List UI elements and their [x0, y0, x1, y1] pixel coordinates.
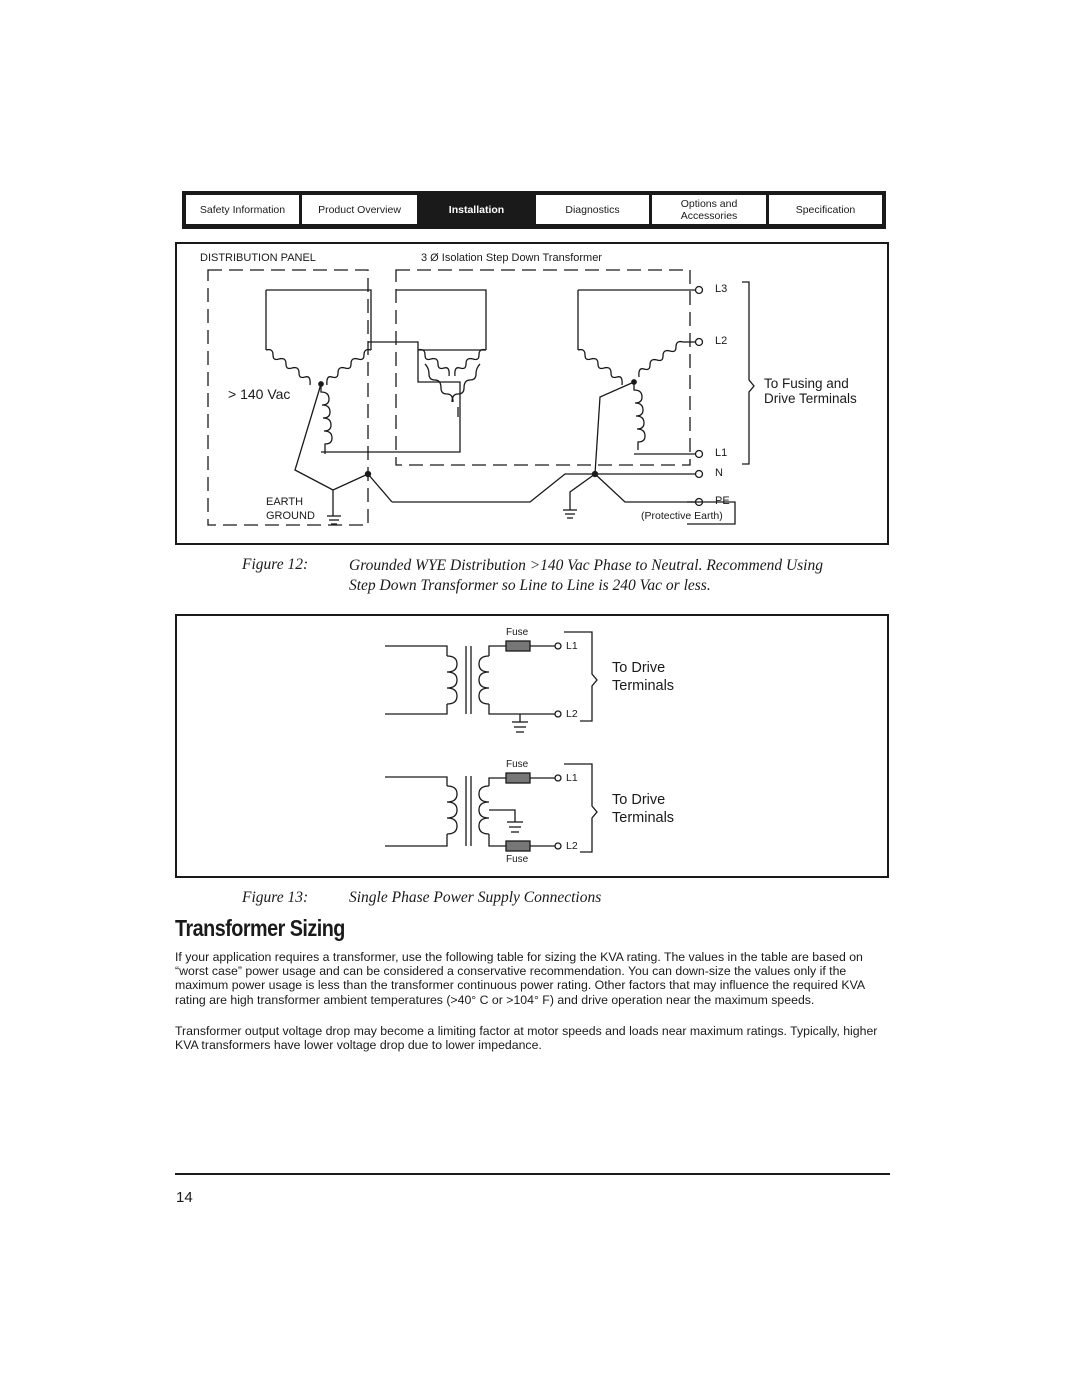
top-to-drive-label: To Drive: [612, 660, 666, 676]
figure-13-number: Figure 13:: [242, 889, 309, 906]
primary-windings: [396, 290, 486, 417]
bottom-to-drive-label: To Drive: [612, 792, 666, 808]
earth-label: EARTH: [266, 496, 304, 508]
voltage-label: > 140 Vac: [228, 386, 291, 402]
paragraph-2: Transformer output voltage drop may become a limiting factor at motor speeds and loads near maximum ratings. Typically, higher KVA transformers have lower voltage drop due to lower impedance.: [175, 1024, 878, 1053]
terminal-brace: [742, 282, 754, 464]
bottom-l2-label: L2: [566, 840, 578, 852]
secondary-wye-windings: [578, 290, 695, 474]
protective-earth-label: (Protective Earth): [641, 510, 723, 522]
section-heading: Transformer Sizing: [175, 915, 345, 941]
top-l2-label: L2: [566, 708, 578, 720]
terminal-l3-label: L3: [715, 283, 728, 295]
tab-options-and-accessories[interactable]: Options and Accessories: [652, 195, 766, 224]
figure-13-caption: [242, 889, 742, 909]
distribution-panel-label: DISTRIBUTION PANEL: [200, 252, 316, 264]
section-nav-bar: [182, 191, 886, 229]
earth-ground-symbol: [327, 504, 341, 524]
bottom-terminals-label: Terminals: [612, 810, 675, 826]
ground-label: GROUND: [266, 510, 315, 522]
secondary-ground-symbol: [563, 510, 577, 518]
tab-specification[interactable]: Specification: [769, 195, 882, 224]
figure-12-wye-diagram: [175, 242, 889, 545]
figure-12-caption-line2: Step Down Transformer so Line to Line is 240 Vac or less.: [349, 577, 711, 594]
bottom-l1-label: L1: [566, 772, 578, 784]
figure-13-caption-text: Single Phase Power Supply Connections: [349, 889, 602, 906]
terminal-pe-label: PE: [715, 495, 730, 507]
footer-rule: [175, 1173, 890, 1175]
bottom-fuse-bottom-label: Fuse: [506, 854, 529, 865]
to-fusing-label-line1: To Fusing and: [764, 376, 849, 391]
terminal-n-label: N: [715, 467, 723, 479]
page-number: 14: [176, 1189, 193, 1206]
transformer-box: [396, 270, 690, 465]
figure-12-caption-line1: Grounded WYE Distribution >140 Vac Phase to Neutral. Recommend Using: [349, 557, 823, 574]
transformer-label: 3 Ø Isolation Step Down Transformer: [421, 252, 602, 264]
tab-diagnostics[interactable]: Diagnostics: [536, 195, 649, 224]
bottom-fuse-top-label: Fuse: [506, 759, 529, 770]
terminal-l2-label: L2: [715, 335, 728, 347]
figure-12-number: Figure 12:: [242, 556, 309, 573]
tab-installation[interactable]: Installation: [420, 195, 533, 224]
top-l1-label: L1: [566, 640, 578, 652]
output-terminals: [696, 287, 703, 506]
figure-12-caption: [242, 556, 902, 596]
to-fusing-label-line2: Drive Terminals: [764, 391, 857, 406]
tab-safety-information[interactable]: Safety Information: [186, 195, 299, 224]
figure-13-frame: [176, 615, 888, 877]
figure-13-single-phase-diagram: [175, 614, 889, 878]
paragraph-1: If your application requires a transformer, use the following table for sizing the KVA rating. The values in the table are based on “worst case” power usage and can be considered a conservative recommendation. You can down-size the values only if the maximum power usage is less than the transformer continuous power rating. Other factors that may influence the required KVA rating are high transformer ambient temperatures (>40° C or >104° F) and drive operation near the maximum speeds.: [175, 950, 865, 1007]
top-terminals-label: Terminals: [612, 678, 675, 694]
terminal-l1-label: L1: [715, 447, 728, 459]
tab-product-overview[interactable]: Product Overview: [302, 195, 417, 224]
top-fuse-label: Fuse: [506, 627, 529, 638]
